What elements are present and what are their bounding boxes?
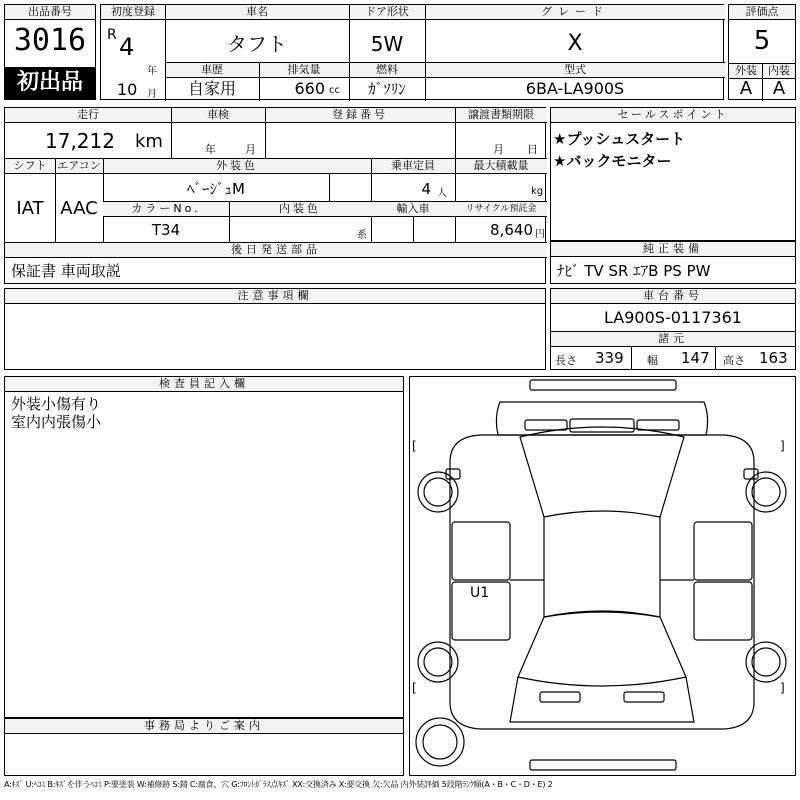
score-value: 5 <box>753 26 771 56</box>
later-parts-value: 保証書 車両取説 <box>11 262 121 280</box>
office-label: 事務局よりご案内 <box>5 719 403 734</box>
max-load-unit: kg <box>531 186 544 197</box>
sales-points-label: セールスポイント <box>551 108 795 123</box>
shift-label: シフト <box>5 159 55 174</box>
height-value: 163 <box>759 349 788 367</box>
car-diagram <box>410 377 794 774</box>
lot-box <box>4 4 96 100</box>
damage-mark-u1: U1 <box>470 585 490 601</box>
model-code-value: 6BA-LA900S <box>525 79 625 98</box>
mileage-unit: km <box>135 131 163 152</box>
score-ext-label: 外装 <box>729 64 763 79</box>
diagram-bracket-right-bottom: ] <box>780 681 785 695</box>
exterior-color-value: ﾍﾞｰｼﾞｭM <box>187 180 245 198</box>
details-box <box>4 107 546 284</box>
model-code-label: 型式 <box>425 63 725 78</box>
transfer-month-unit: 月 <box>493 143 504 156</box>
displacement-unit: cc <box>329 85 340 96</box>
grade-label: グレード <box>541 5 609 18</box>
capacity-unit: 人 <box>437 188 447 199</box>
mileage-label: 走行 <box>77 108 99 121</box>
first-reg-label: 初度登録 <box>111 5 155 18</box>
color-no-label: カラーNo. <box>103 202 229 217</box>
grade-value: X <box>567 31 583 56</box>
max-load-label: 最大積載量 <box>455 159 547 174</box>
displacement-label: 排気量 <box>259 63 349 78</box>
sales-point-1: ★プッシュスタート <box>553 130 686 148</box>
diagram-bracket-left-bottom: [ <box>412 681 417 695</box>
aircon-label: エアコン <box>55 159 103 174</box>
inspector-line-1: 外装小傷有り <box>11 395 102 413</box>
lot-label: 出品番号 <box>5 5 95 20</box>
mileage-value: 17,212 <box>45 129 115 153</box>
first-reg-year: 4 <box>119 33 135 61</box>
door-label: ドア形状 <box>365 5 409 18</box>
door-value: 5W <box>370 32 404 56</box>
score-int-value: A <box>772 79 786 99</box>
first-reg-era: R <box>107 27 117 43</box>
score-label: 評価点 <box>729 5 795 20</box>
exterior-color-label: 外装色 <box>103 159 371 174</box>
capacity-value: 4 <box>421 180 431 198</box>
sales-points-box <box>550 107 796 241</box>
fuel-value: ｶﾞｿﾘﾝ <box>368 80 406 98</box>
inspector-label: 検査員記入欄 <box>5 377 403 392</box>
equipment-value: ﾅﾋﾞ TV SR ｴｱB PS PW <box>557 262 711 280</box>
import-label: 輸入車 <box>371 202 455 217</box>
transfer-day-unit: 日 <box>527 143 538 156</box>
inspection-year-unit: 年 <box>205 143 216 156</box>
chassis-value: LA900S-0117361 <box>604 308 742 327</box>
car-name-label: 車名 <box>246 5 268 18</box>
recycle-value: 8,640 <box>490 221 533 239</box>
recycle-label: リサイクル預託金 <box>455 202 547 217</box>
diagram-bracket-left-top: [ <box>412 439 417 453</box>
lot-number: 3016 <box>13 23 87 58</box>
equipment-label: 純正装備 <box>551 242 795 257</box>
score-int-label: 内装 <box>763 64 795 79</box>
aircon-value: AAC <box>60 198 98 219</box>
length-value: 339 <box>595 349 624 367</box>
inspection-label: 車検 <box>207 108 229 121</box>
width-label: 幅 <box>647 354 658 367</box>
history-label: 車歴 <box>165 63 259 78</box>
width-value: 147 <box>681 349 710 367</box>
sales-point-2: ★バックモニター <box>553 152 672 170</box>
height-label: 高さ <box>723 354 745 367</box>
interior-color-unit: 系 <box>357 230 367 241</box>
notes-box <box>4 288 546 370</box>
inspection-month-unit: 月 <box>245 143 256 156</box>
recycle-unit: 円 <box>535 229 545 240</box>
displacement-value: 660 <box>294 79 325 98</box>
chassis-label: 車台番号 <box>551 289 795 304</box>
transfer-label: 譲渡書類期限 <box>468 108 534 121</box>
shift-value: IAT <box>16 198 44 219</box>
fuel-label: 燃料 <box>349 63 425 78</box>
length-label: 長さ <box>555 354 577 367</box>
first-reg-year-unit: 年 <box>147 66 157 77</box>
first-listing-badge: 初出品 <box>5 67 95 99</box>
inspector-box <box>4 376 404 718</box>
first-reg-month: 10 <box>117 80 138 99</box>
notes-label: 注意事項欄 <box>5 289 545 304</box>
car-diagram-box <box>409 376 796 776</box>
first-reg-month-unit: 月 <box>147 89 157 100</box>
equipment-box <box>550 241 796 284</box>
office-box <box>4 718 404 776</box>
later-parts-label: 後日発送部品 <box>5 243 547 258</box>
interior-color-label: 内装色 <box>229 202 371 217</box>
specs-label: 諸元 <box>551 332 795 347</box>
car-name-value: タフト <box>227 32 287 56</box>
inspector-line-2: 室内内張傷小 <box>11 413 102 431</box>
chassis-box <box>550 288 796 370</box>
history-value: 自家用 <box>187 79 236 98</box>
score-box <box>728 4 796 100</box>
registration-label: 登録番号 <box>332 108 388 121</box>
color-no-value: T34 <box>151 221 181 239</box>
diagram-bracket-right-top: ] <box>780 439 785 453</box>
legend-text: A:ｷｽﾞ U:ﾍｺﾐ B:ｷｽﾞを伴うﾍｺﾐ P:要塗装 W:補修跡 S:錆 C:腐食、穴 G:ﾌﾛﾝﾄｶﾞﾗｽ点ｷｽﾞ XX:交換済み X:要交換 欠:欠品 内外装評価 5段階ﾗﾝｸ順(A・B・C・D・E) 2 <box>4 780 553 789</box>
score-ext-value: A <box>739 79 753 99</box>
main-box <box>100 4 724 100</box>
capacity-label: 乗車定員 <box>371 159 455 174</box>
